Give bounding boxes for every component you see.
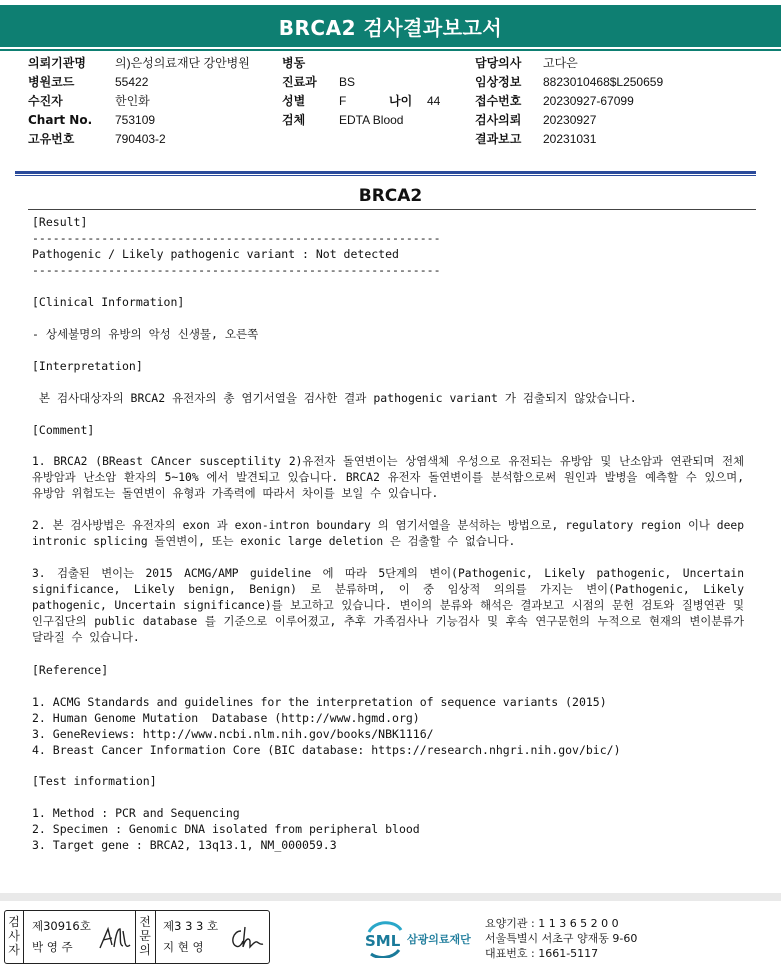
header-label: 병원코드 <box>28 75 75 89</box>
report-title: BRCA2 검사결과보고서 <box>0 5 781 47</box>
header-value: 한인화 <box>115 94 150 108</box>
signature-divider <box>135 911 136 963</box>
footer-address: 서울특별시 서초구 양재동 9-60 <box>485 932 638 945</box>
comment-paragraph-3: 3. 검출된 변이는 2015 ACMG/AMP guideline 에 따라 5단계의 변이(Pathogenic, Likely pathogenic, Uncertain significance, Likely benign, Benign) 로 분류하며, 이 중 임상적 의의를 가지는 변이(Pathogenic, Likely pathogenic, Uncertain significance)를 보고하고 있습니다. 변이의 분류와 해석은 결과보고 시점의 문헌 검토와 질병연관 및 인구집단의 public database 를 기준으로 이루어졌고, 추후 가족검사나 기능검사 및 후속 연구문헌의 누적으로 현재의 변이분류가 달라질 수 있습니다. <box>32 567 744 644</box>
reference-item: 3. GeneReviews: http://www.ncbi.nlm.nih.gov/books/NBK1116/ <box>32 727 434 741</box>
dash-line: ----------------------------------------------------------- <box>32 263 441 277</box>
specialist-license: 제3 3 3 호 <box>163 919 219 933</box>
header-label: 성별 <box>282 94 306 108</box>
header-row-accession <box>475 92 663 111</box>
header-column-1 <box>28 54 250 149</box>
tester-license: 제30916호 <box>32 919 91 933</box>
reference-heading: [Reference] <box>32 663 109 677</box>
dash-line: ----------------------------------------------------------- <box>32 231 441 245</box>
header-value: 790403-2 <box>115 132 166 146</box>
sml-logo-mark: SML <box>365 932 401 950</box>
header-label: 진료과 <box>282 75 317 89</box>
header-column-3 <box>475 54 663 149</box>
header-row-sex-age <box>282 92 440 111</box>
header-label: 담당의사 <box>475 56 522 70</box>
header-row-specimen <box>282 111 440 130</box>
reference-item: 2. Human Genome Mutation Database (http://www.hgmd.org) <box>32 711 420 725</box>
clinical-heading: [Clinical Information] <box>32 295 185 309</box>
header-label: 임상정보 <box>475 75 522 89</box>
header-value: 753109 <box>115 113 156 127</box>
header-row-report-date <box>475 130 663 149</box>
header-label: 의뢰기관명 <box>28 56 86 70</box>
title-underline <box>0 49 781 51</box>
footer-phone: 대표번호 : 1661-5117 <box>485 947 599 960</box>
interpretation-heading: [Interpretation] <box>32 359 143 373</box>
age-value: 44 <box>427 94 441 108</box>
header-value: 20230927 <box>543 113 597 127</box>
header-row-unique-no <box>28 130 250 149</box>
footer-institution-code: 요양기관 : 1 1 3 6 5 2 0 0 <box>485 917 619 930</box>
header-row-request-date <box>475 111 663 130</box>
specialist-name: 지 현 영 <box>163 940 204 954</box>
header-label: 접수번호 <box>475 94 522 108</box>
header-value: 20230927-67099 <box>543 94 634 108</box>
signature-divider <box>155 911 156 963</box>
header-row-chart-no <box>28 111 250 130</box>
footer-info <box>485 916 637 961</box>
sml-logo-name: 삼광의료재단 <box>407 933 471 946</box>
specialist-label: 전 문 의 <box>139 915 151 957</box>
header-label: 검사의뢰 <box>475 113 522 127</box>
test-info-item: 3. Target gene : BRCA2, 13q13.1, NM_000059.3 <box>32 838 337 852</box>
clinical-text: - 상세불명의 유방의 악성 신생물, 오른쪽 <box>32 327 259 341</box>
header-label: 수진자 <box>28 94 63 108</box>
signature-divider <box>23 911 24 963</box>
specialist-signature <box>227 923 265 953</box>
test-info-heading: [Test information] <box>32 774 157 788</box>
header-value: 8823010468$L250659 <box>543 75 664 89</box>
section-divider-thin <box>15 175 756 176</box>
tester-name: 박 영 주 <box>32 940 73 954</box>
header-value: BS <box>339 75 356 89</box>
header-row-department <box>282 73 440 92</box>
header-row-clinical-info <box>475 73 663 92</box>
sml-logo <box>365 918 405 962</box>
interpretation-text: 본 검사대상자의 BRCA2 유전자의 총 염기서열을 검사한 결과 pathogenic variant 가 검출되지 않았습니다. <box>32 391 637 405</box>
comment-paragraph-2: 2. 본 검사방법은 유전자의 exon 과 exon-intron boundary 의 염기서열을 분석하는 방법으로, regulatory region 이나 deep intronic splicing 돌연변이, 또는 exonic large deletion 은 검출할 수 없습니다. <box>32 519 744 548</box>
header-label: 검체 <box>282 113 306 127</box>
age-label: 나이 <box>389 94 413 108</box>
header-value: 55422 <box>115 75 149 89</box>
header-row-institution <box>28 54 250 73</box>
header-value: F <box>339 94 347 108</box>
header-row-patient <box>28 92 250 111</box>
comment-heading: [Comment] <box>32 423 95 437</box>
header-row-hospital-code <box>28 73 250 92</box>
gene-title-underline <box>28 209 756 210</box>
reference-item: 1. ACMG Standards and guidelines for the interpretation of sequence variants (2015) <box>32 695 607 709</box>
test-info-item: 2. Specimen : Genomic DNA isolated from peripheral blood <box>32 822 420 836</box>
header-label: Chart No. <box>28 113 93 127</box>
header-value: EDTA Blood <box>339 113 404 127</box>
reference-item: 4. Breast Cancer Information Core (BIC database: https://research.nhgri.nih.gov/bic/) <box>32 743 621 757</box>
section-divider <box>15 171 756 174</box>
test-info-item: 1. Method : PCR and Sequencing <box>32 806 240 820</box>
header-label: 고유번호 <box>28 132 75 146</box>
header-label: 병동 <box>282 56 306 70</box>
tester-signature <box>97 923 131 953</box>
result-text: Pathogenic / Likely pathogenic variant : Not detected <box>32 247 399 261</box>
sml-logo-icon <box>365 918 405 958</box>
comment-paragraph-1: 1. BRCA2 (BReast CAncer susceptility 2)유전자 돌연변이는 상염색체 우성으로 유전되는 유방암 및 난소암과 연관되며 전체 유방암과 난소암 환자의 5~10% 에서 발견되고 있습니다. BRCA2 유전자 돌연변이를 분석함으로써 원인과 발병을 예측할 수 있으며, 유방암 위험도는 돌연변이 유형과 가족력에 따라서 차이를 보일 수 있습니다. <box>32 455 744 500</box>
header-row-doctor <box>475 54 663 73</box>
header-label: 결과보고 <box>475 132 522 146</box>
header-value: 20231031 <box>543 132 597 146</box>
header-value: 의)은성의료재단 강안병원 <box>115 56 250 70</box>
header-row-ward <box>282 54 440 73</box>
tester-label: 검 사 자 <box>8 915 20 957</box>
signature-box <box>4 910 270 964</box>
header-column-2 <box>282 54 440 130</box>
header-value: 고다은 <box>543 56 578 70</box>
gene-title: BRCA2 <box>358 186 423 206</box>
footer-divider <box>0 893 781 901</box>
result-heading: [Result] <box>32 215 88 229</box>
